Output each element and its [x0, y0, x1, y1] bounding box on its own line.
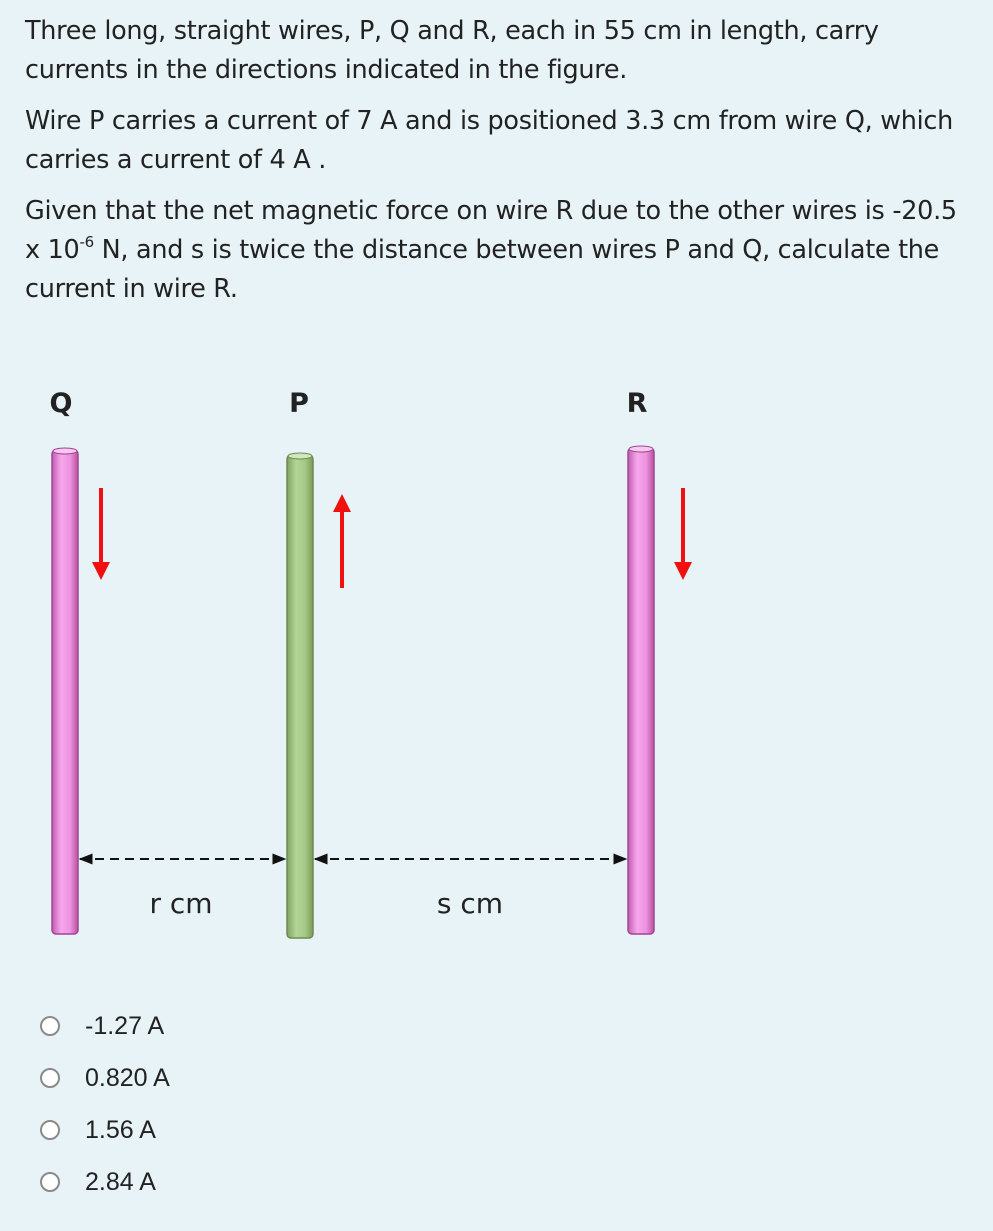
distance-label-s: s cm	[436, 887, 504, 920]
answer-option-3[interactable]	[40, 1104, 170, 1156]
wire-p-label: P	[289, 388, 309, 419]
question-paragraph-2: Wire P carries a current of 7 A and is positioned 3.3 cm from wire Q, which carries a current of 4 A .	[25, 106, 953, 175]
question-text	[25, 12, 975, 321]
distance-label-r: r cm	[149, 887, 213, 920]
wire-p	[287, 453, 313, 938]
answer-option-4[interactable]	[40, 1156, 170, 1208]
answer-options	[40, 1000, 170, 1208]
radio-button[interactable]	[40, 1172, 60, 1192]
question-paragraph-1: Three long, straight wires, P, Q and R, each in 55 cm in length, carry currents in the directions indicated in the figure.	[25, 16, 879, 85]
current-arrow-p-up-icon	[333, 494, 351, 588]
answer-option-2[interactable]	[40, 1052, 170, 1104]
answer-option-label: 1.56 A	[85, 1115, 156, 1144]
question-paragraph-3	[25, 192, 975, 309]
answer-option-label: 2.84 A	[85, 1167, 156, 1196]
exponent: -6	[79, 233, 94, 251]
wire-r-label: R	[626, 388, 648, 419]
wires-figure	[0, 370, 993, 950]
wires-diagram	[0, 370, 993, 950]
radio-button[interactable]	[40, 1120, 60, 1140]
wire-q-label: Q	[49, 388, 73, 419]
answer-option-label: -1.27 A	[85, 1011, 165, 1040]
question-paragraph-3-end: N, and s is twice the distance between wires P and Q, calculate the current in wire R.	[25, 235, 940, 304]
current-arrow-r-down-icon	[674, 488, 692, 580]
answer-option-label: 0.820 A	[85, 1063, 170, 1092]
current-arrow-q-down-icon	[92, 488, 110, 580]
wire-r	[628, 446, 654, 934]
radio-button[interactable]	[40, 1068, 60, 1088]
wire-q	[52, 448, 78, 934]
answer-option-1[interactable]	[40, 1000, 170, 1052]
question-paragraph-3-start: Given that the net magnetic force on wire R due to the other wires is -20.5 x 10	[25, 196, 957, 265]
radio-button[interactable]	[40, 1016, 60, 1036]
